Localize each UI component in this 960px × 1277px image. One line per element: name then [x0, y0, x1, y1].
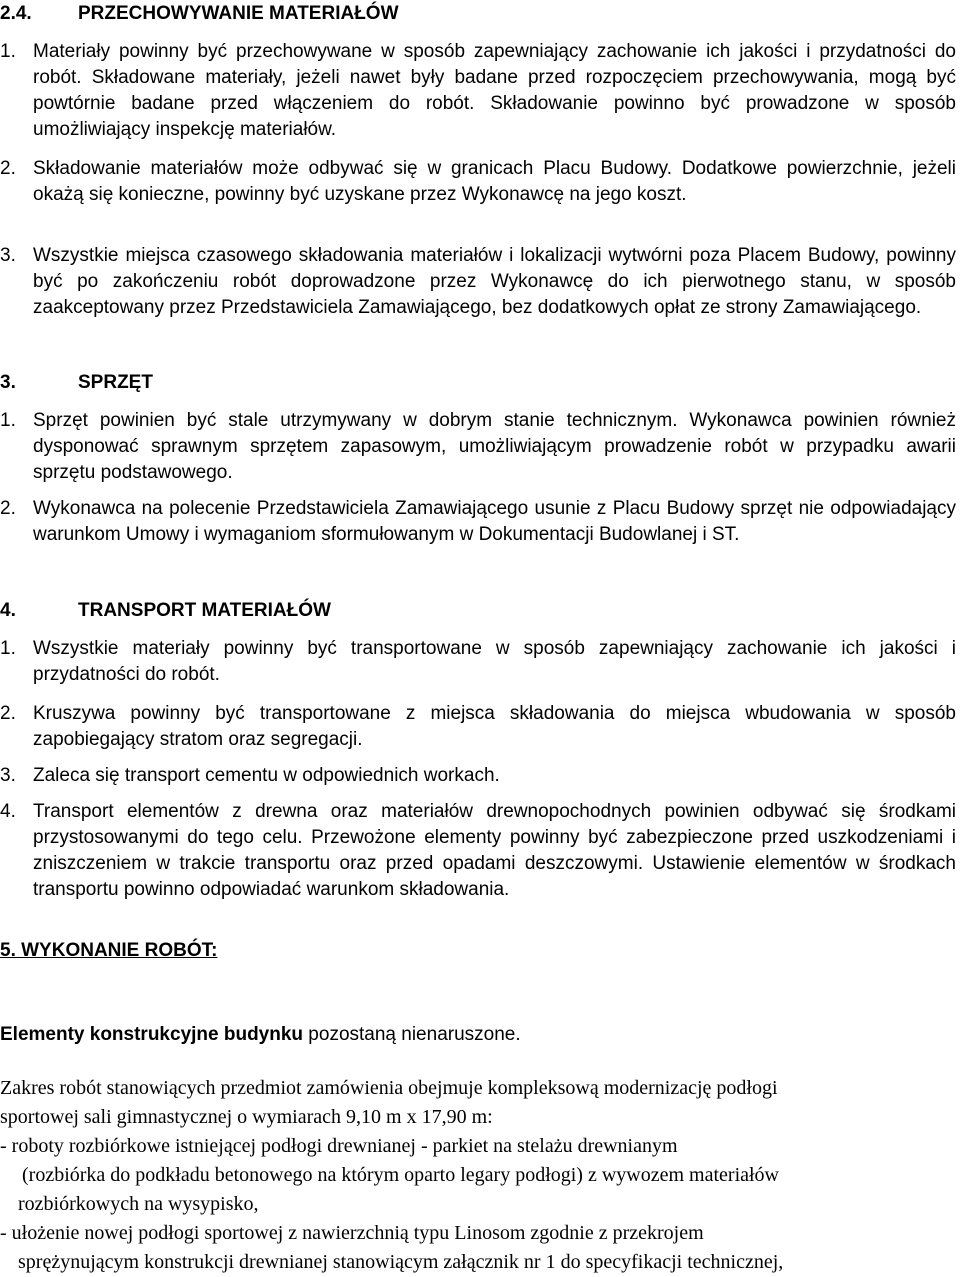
scope-line: - roboty rozbiórkowe istniejącej podłogi drewnianej - parkiet na stelażu drewnianym: [0, 1135, 678, 1157]
item-number: 2.: [0, 703, 16, 724]
item-text: Wszystkie miejsca czasowego składowania materiałów i lokalizacji wytwórni poza Placem Budowy, powinny być po zakończeniu robót doprowadzone przez Wykonawcę do ich pierwotnego stanu, w sposób zaakceptowany przez Przedstawiciela Zamawiającego, bez dodatkowych opłat ze strony Zamawiającego.: [33, 245, 956, 318]
intro-paragraph: [0, 1022, 521, 1048]
section-title: SPRZĘT: [78, 372, 153, 393]
intro-rest: pozostaną nienaruszone.: [303, 1024, 521, 1045]
item-text: Zaleca się transport cementu w odpowiednich workach.: [33, 765, 500, 786]
list-item: [0, 763, 956, 789]
item-text: Wszystkie materiały powinny być transportowane w sposób zapewniający zachowanie ich jakości i przydatności do robót.: [33, 638, 956, 685]
item-number: 2.: [0, 498, 16, 519]
scope-line: rozbiórkowych na wysypisko,: [18, 1193, 259, 1215]
scope-line: Zakres robót stanowiących przedmiot zamówienia obejmuje kompleksową modernizację podłogi: [0, 1077, 778, 1099]
section-number: 2.4.: [0, 3, 32, 24]
scope-line: sprężynującym konstrukcji drewnianej stanowiącym załącznik nr 1 do specyfikacji technicznej,: [18, 1251, 784, 1273]
section-title: TRANSPORT MATERIAŁÓW: [78, 600, 331, 621]
item-number: 4.: [0, 801, 16, 822]
section-heading-5: 5. WYKONANIE ROBÓT:: [0, 940, 218, 961]
item-number: 2.: [0, 158, 16, 179]
intro-bold: Elementy konstrukcyjne budynku: [0, 1024, 304, 1045]
section-title: PRZECHOWYWANIE MATERIAŁÓW: [78, 3, 399, 24]
item-text: Transport elementów z drewna oraz materiałów drewnopochodnych powinien odbywać się środkami przystosowanymi do tego celu. Przewożone elementy powinny być zabezpieczone przed uszkodzeniami i zniszczeniem w trakcie transportu oraz przed opadami deszczowymi. Ustawienie elementów w środkach transportu powinno odpowiadać warunkom składowania.: [33, 801, 956, 900]
list-item: [0, 636, 956, 688]
item-number: 1.: [0, 638, 16, 659]
item-text: Wykonawca na polecenie Przedstawiciela Zamawiającego usunie z Placu Budowy sprzęt nie odpowiadający warunkom Umowy i wymaganiom sformułowanym w Dokumentacji Budowlanej i ST.: [33, 498, 956, 545]
scope-line: - ułożenie nowej podłogi sportowej z nawierzchnią typu Linosom zgodnie z przekrojem: [0, 1222, 704, 1244]
scope-line: sportowej sali gimnastycznej o wymiarach 9,10 m x 17,90 m:: [0, 1106, 493, 1128]
list-item: [0, 243, 956, 321]
scope-line: (rozbiórka do podkładu betonowego na którym oparto legary podłogi) z wywozem materiałów: [22, 1164, 780, 1186]
list-item: [0, 408, 956, 486]
section-number: 3.: [0, 372, 16, 393]
item-number: 1.: [0, 410, 16, 431]
item-text: Kruszywa powinny być transportowane z miejsca składowania do miejsca wbudowania w sposób zapobiegający stratom oraz segregacji.: [33, 703, 956, 750]
item-text: Materiały powinny być przechowywane w sposób zapewniający zachowanie ich jakości i przydatności do robót. Składowane materiały, jeżeli nawet były badane przed rozpoczęciem przechowywania, mogą być powtórnie badane przed włączeniem do robót. Składowanie powinno być prowadzone w sposób umożliwiający inspekcję materiałów.: [33, 41, 956, 140]
list-item: [0, 701, 956, 753]
item-number: 3.: [0, 765, 16, 786]
list-item: [0, 39, 956, 143]
item-text: Składowanie materiałów może odbywać się w granicach Placu Budowy. Dodatkowe powierzchnie, jeżeli okażą się konieczne, powinny być uzyskane przez Wykonawcę na jego koszt.: [33, 158, 956, 205]
item-text: Sprzęt powinien być stale utrzymywany w dobrym stanie technicznym. Wykonawca powinien również dysponować sprawnym sprzętem zapasowym, umożliwiającym prowadzenie robót w przypadku awarii sprzętu podstawowego.: [33, 410, 956, 483]
list-item: [0, 156, 956, 208]
item-number: 1.: [0, 41, 16, 62]
list-item: [0, 496, 956, 548]
section-number: 4.: [0, 600, 16, 621]
item-number: 3.: [0, 245, 16, 266]
list-item: [0, 799, 956, 903]
scope-text: [0, 1074, 783, 1277]
